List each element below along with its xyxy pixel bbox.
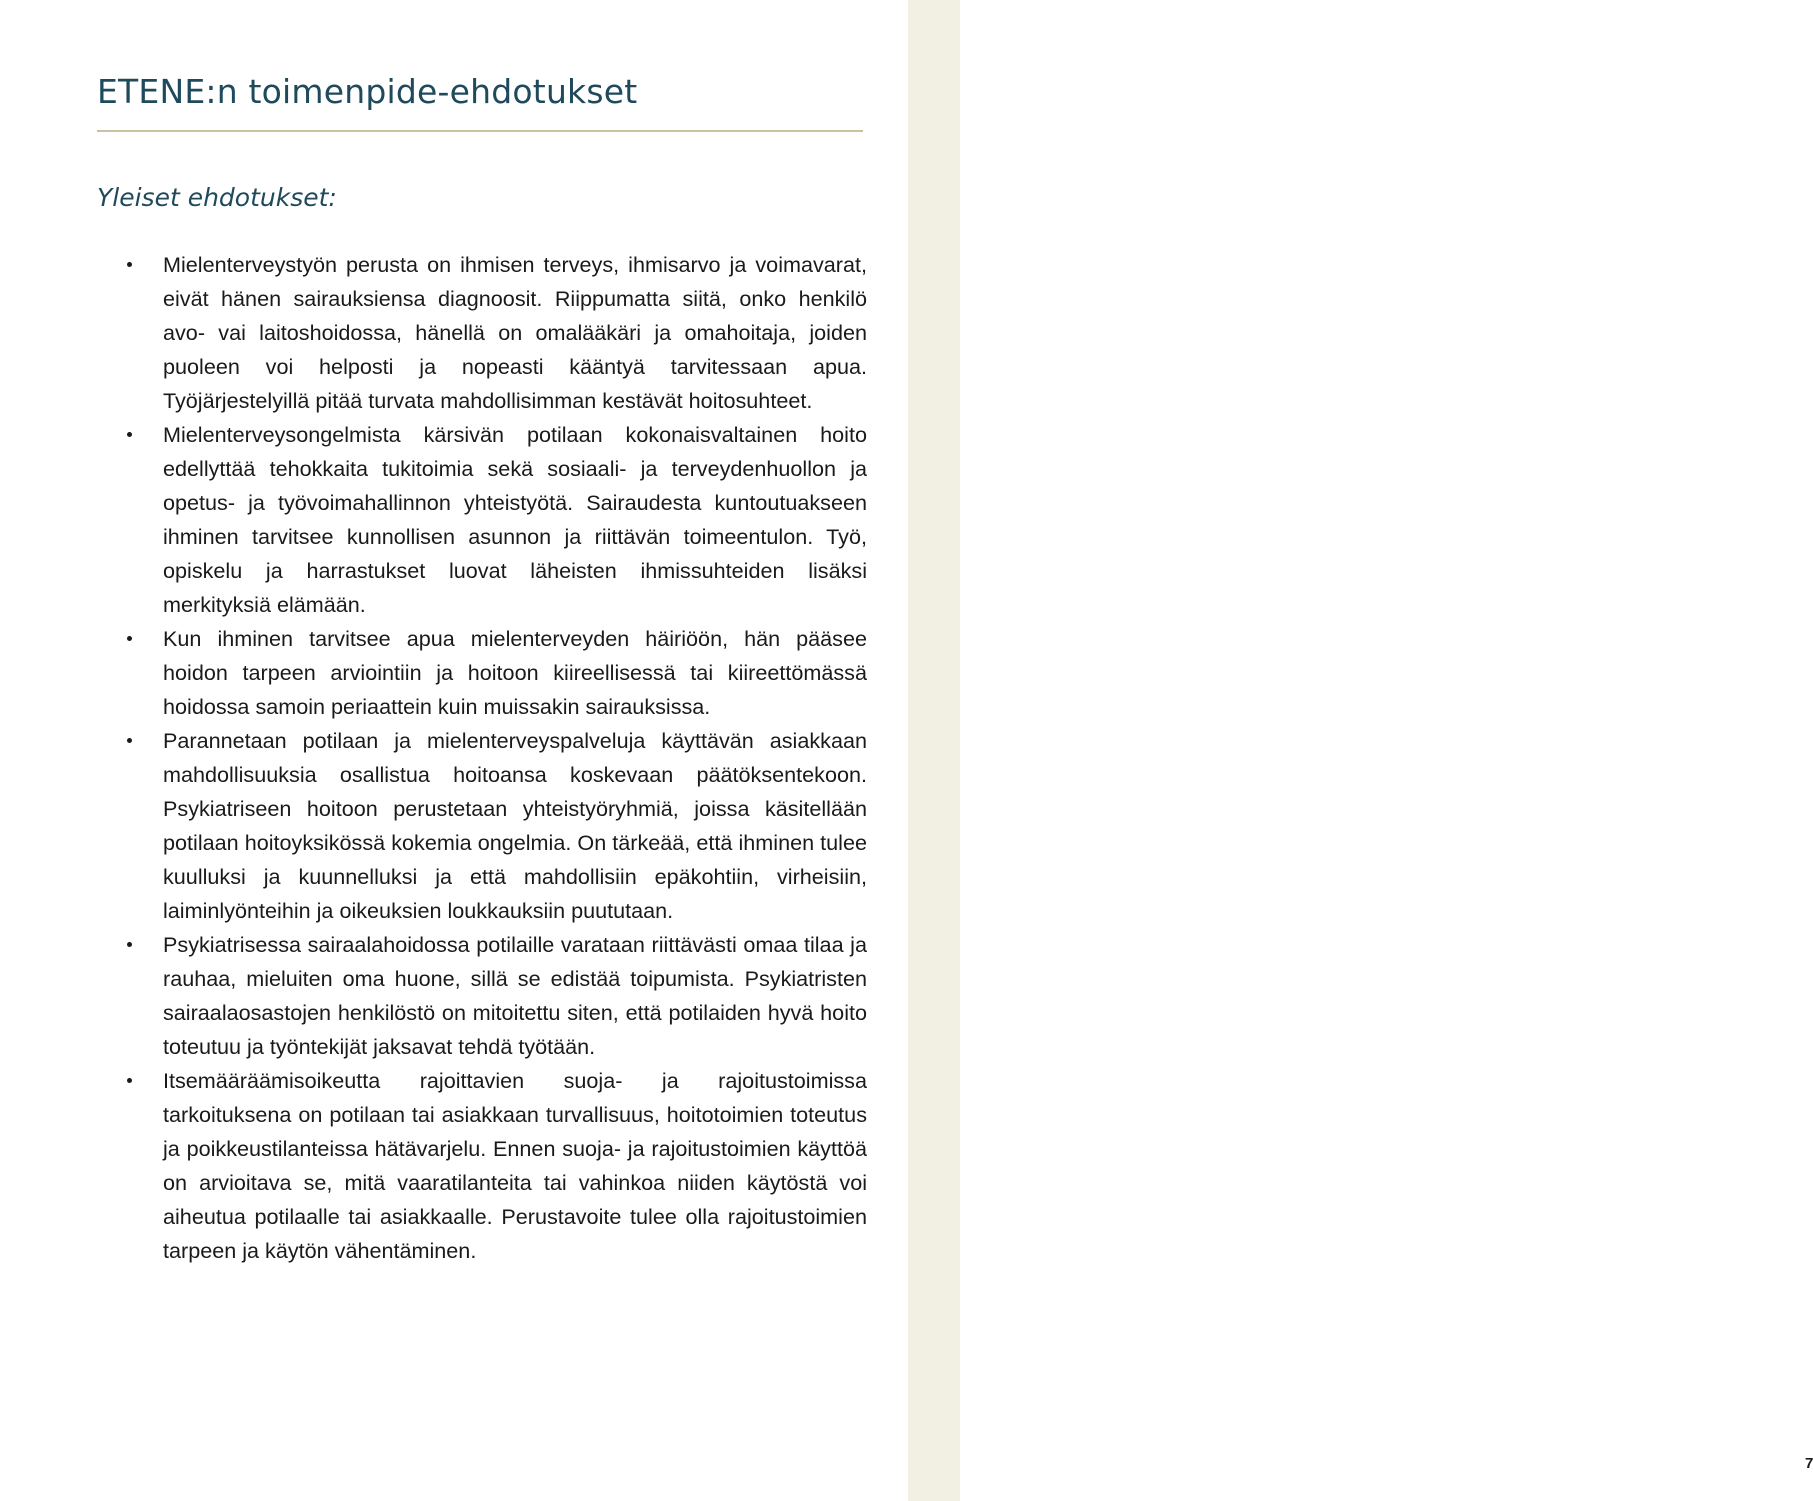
- page-title: ETENE:n toimenpide-ehdotukset: [97, 72, 638, 111]
- list-item: [127, 248, 867, 418]
- list-item: [127, 622, 867, 724]
- section-subtitle: Yleiset ehdotukset:: [97, 183, 337, 212]
- proposal-list: [127, 248, 867, 1268]
- list-item-text: Parannetaan potilaan ja mielenterveyspalveluja käyttävän asiakkaan mahdollisuuksia osallistua hoitoansa koskevaan päätöksentekoon. Psykiatriseen hoitoon perustetaan yhteistyöryhmiä, joissa käsitellään potilaan hoitoyksikössä kokemia ongelmia. On tärkeää, että ihminen tulee kuulluksi ja kuunnelluksi ja että mahdollisiin epäkohtiin, virheisiin, laiminlyönteihin ja oikeuksien loukkauksiin puututaan.: [163, 728, 867, 923]
- list-item-text: Psykiatrisessa sairaalahoidossa potilaille varataan riittävästi omaa tilaa ja rauhaa, mieluiten oma huone, sillä se edistää toipumista. Psykiatristen sairaalaosastojen henkilöstö on mitoitettu siten, että potilaiden hyvä hoito toteutuu ja työntekijät jaksavat tehdä työtään.: [163, 932, 867, 1059]
- page-margin-strip: [908, 0, 1813, 1501]
- bullet-icon: [127, 942, 132, 947]
- list-item-text: Mielenterveysongelmista kärsivän potilaan kokonaisvaltainen hoito edellyttää tehokkaita tukitoimia sekä sosiaali- ja terveydenhuollon ja opetus- ja työvoimahallinnon yhteistyötä. Sairaudesta kuntoutuakseen ihminen tarvitsee kunnollisen asunnon ja riittävän toimeentulon. Työ, opiskelu ja harrastukset luovat läheisten ihmissuhteiden lisäksi merkityksiä elämään.: [163, 422, 867, 617]
- list-item-text: Itsemääräämisoikeutta rajoittavien suoja- ja rajoitustoimissa tarkoituksena on potilaan tai asiakkaan turvallisuus, hoitotoimien toteutus ja poikkeustilanteissa hätävarjelu. Ennen suoja- ja rajoitustoimien käyttöä on arvioitava se, mitä vaaratilanteita tai vahinkoa niiden käytöstä voi aiheutua potilaalle tai asiakkaalle. Perustavoite tulee olla rajoitustoimien tarpeen ja käytön vähentäminen.: [163, 1068, 867, 1263]
- bullet-icon: [127, 636, 132, 641]
- list-item-text: Kun ihminen tarvitsee apua mielenterveyden häiriöön, hän pääsee hoidon tarpeen arviointiin ja hoitoon kiireellisessä tai kiireettömässä hoidossa samoin periaattein kuin muissakin sairauksissa.: [163, 626, 867, 719]
- list-item: [127, 928, 867, 1064]
- page-number: 7: [1805, 1455, 1813, 1472]
- list-item: [127, 1064, 867, 1268]
- bullet-icon: [127, 738, 132, 743]
- title-divider: [97, 130, 863, 132]
- bullet-icon: [127, 1078, 132, 1083]
- bullet-icon: [127, 432, 132, 437]
- list-item: [127, 724, 867, 928]
- list-item-text: Mielenterveystyön perusta on ihmisen terveys, ihmisarvo ja voimavarat, eivät hänen sairauksiensa diagnoosit. Riippumatta siitä, onko henkilö avo- vai laitoshoidossa, hänellä on omalääkäri ja omahoitaja, joiden puoleen voi helposti ja nopeasti kääntyä tarvitessaan apua. Työjärjestelyillä pitää turvata mahdollisimman kestävät hoitosuhteet.: [163, 252, 867, 413]
- list-item: [127, 418, 867, 622]
- bullet-icon: [127, 262, 132, 267]
